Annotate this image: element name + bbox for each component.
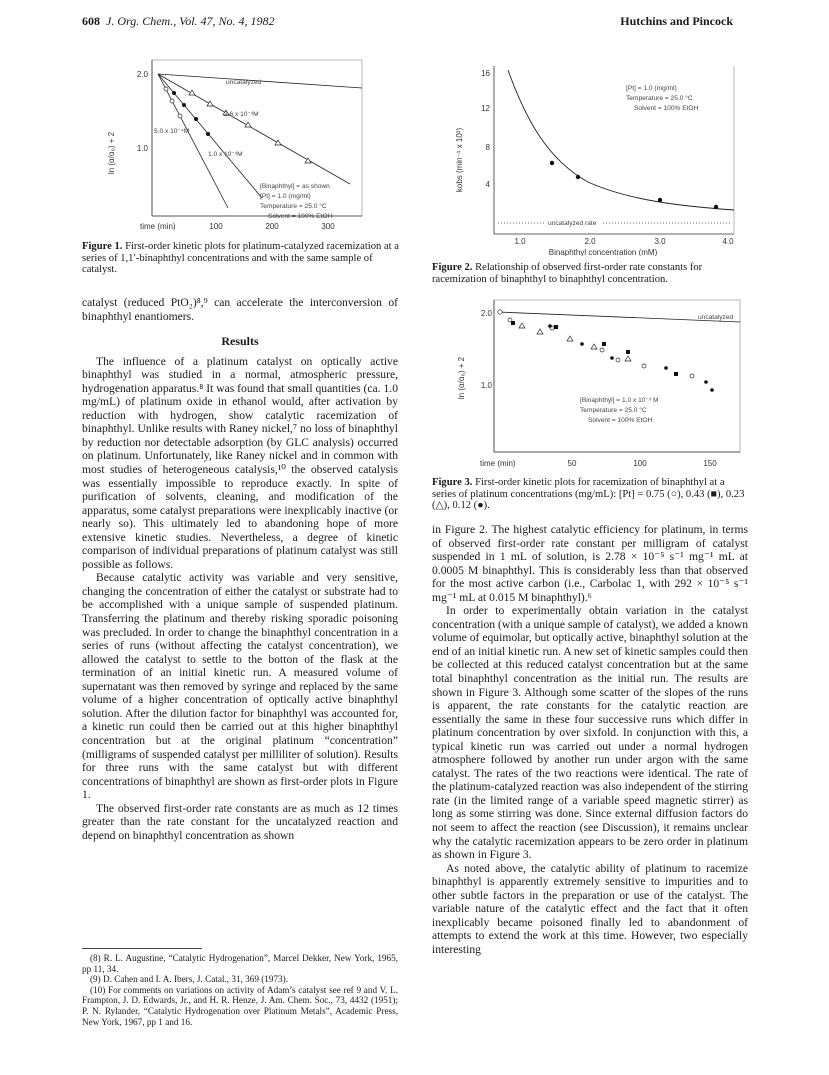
fig3-frame: [494, 300, 740, 452]
section-heading-results: Results: [221, 334, 259, 349]
fig1-label-c2: 5.0 x 10⁻⁴M: [154, 128, 190, 135]
fig1-ytick-1: 1.0: [136, 144, 148, 153]
footnote-8: (8) R. L. Augustine, “Catalytic Hydrogenation”, Marcel Dekker, New York, 1965, pp 11, 34.: [82, 953, 398, 974]
fig1-label-c1: 2.6 x 10⁻³M: [224, 111, 259, 118]
fig1-legend-3: Temperature = 25.0 °C: [260, 203, 327, 210]
fig2-uncat-label: uncatalyzed rate: [548, 220, 597, 227]
left-paragraph-2: Because catalytic activity was variable and very sensitive, changing the concentration of either the catalyst or substrate had to be accomplished with a unique sample of suspended platinum. Transferring the platinum and thereby risking sporadic poisoning was precluded. In order to change the binaphthyl concentration in a series of runs (without affecting the catalyst concentration), we allowed the catalyst to settle to the botton of the flask at the termination of an initial kinetic run. A measured volume of supernatant was then removed by syringe and replaced by the same volume of a higher concentration of optically active binaphthyl solution. After the dilution factor for binaphthyl was accounted for, a kinetic run could then be carried out at this higher binaphthyl concentration but at the original platinum “concentration” (milligrams of suspended catalyst per milliliter of solution). Results for three runs with the same catalyst but with different concentrations of binaphthyl are shown as first-order plots in Figure 1.: [82, 571, 398, 802]
running-header-authors: Hutchins and Pincock: [620, 14, 733, 28]
figure-1-plot: [100, 58, 380, 236]
fig1-legend-1: [Binaphthyl] = as shown: [260, 183, 330, 190]
fig2-xtick-3: 3.0: [654, 237, 666, 246]
fig3-caption-label: Figure 3.: [432, 477, 473, 488]
fig1-legend-2: [Pt] = 1.0 (mg/ml): [260, 193, 311, 200]
fig1-xlabel: time (min): [140, 222, 176, 231]
figure-2: [448, 60, 748, 256]
fig2-caption-text: Relationship of observed first-order rate constants for racemization of binaphthyl to binaphthyl concentration.: [432, 262, 703, 285]
fig3-xtick-100: 100: [633, 459, 647, 468]
left-paragraph-1: The influence of a platinum catalyst on optically active binaphthyl was studied in a normal, atmospheric pressure, hydrogenation apparatus.⁸ It was found that small quantities (ca. 1.0 mg/mL) of platinum oxide in ethanol would, after activation by reduction with hydrogen, show catalytic racemization of binaphthyl. Unlike results with Raney nickel,⁷ no loss of binaphthyl by reduction nor detectable adsorption (by GLC analysis) occurred on platinum. Unfortunately, like Raney nickel and in common with most studies of heterogeneous catalysis,¹⁰ the observed catalysis was essentially impossible to reproduce exactly. In spite of purification of solvents, cleaning, and modification of the apparatus, some catalyst preparations were inexplicably inactive (or nearly so). This ultimately led to abandoning hope of more extensive kinetic studies. Nevertheless, a degree of kinetic comparison of individual preparations of platinum catalyst was still possible as follows.: [82, 354, 398, 571]
fig2-points: [550, 161, 718, 209]
fig2-ytick-16: 16: [481, 69, 490, 78]
fig3-caption-text: First-order kinetic plots for racemization of binaphthyl at a series of platinum concentrations (mg/mL): [Pt] = 0.75 (○), 0.43 (■), 0.23 (△), 0.12 (●).: [432, 477, 745, 512]
right-paragraph-1: in Figure 2. The highest catalytic efficiency for platinum, in terms of observed first-order rate constant per milligram of catalyst suspended in 1 mL of solution, is 2.78 × 10⁻⁵ s⁻¹ mg⁻¹ mL at 0.0005 M binaphthyl. This is considerably less than that observed for the most active carbon (i.e., Carbolac 1, with 292 × 10⁻⁵ s⁻¹ mg⁻¹ mL at 0.015 M binaphthyl).⁶: [432, 523, 748, 604]
fig2-caption-label: Figure 2.: [432, 262, 473, 273]
fig2-xtick-2: 2.0: [584, 237, 596, 246]
figure-3: [452, 298, 748, 472]
left-paragraph-0: catalyst (reduced PtO₂)⁸,⁹ can accelerate the interconversion of binaphthyl enantiomers.: [82, 296, 398, 323]
fig1-ylabel: ln (α/α₀) + 2: [107, 131, 116, 175]
fig2-legend-3: Solvent = 100% EtOH: [634, 105, 699, 112]
fig3-xtick-150: 150: [703, 459, 717, 468]
figure-1: [100, 58, 380, 236]
right-paragraph-3: As noted above, the catalytic ability of platinum to racemize binaphthyl is apparently extremely sensitive to impurities and to other subtle factors in the preparation or use of the catalyst. The variable nature of the catalytic effect and the fact that it often inexplicably became poisoned finally led to abandonment of attempts to extend the work at this time. However, two especially interesting: [432, 861, 748, 956]
fig1-label-uncat: uncatalyzed: [226, 79, 262, 86]
fig3-legend-2: Temperature = 25.0 °C: [580, 407, 647, 414]
footnote-10: (10) For comments on variations on activity of Adam’s catalyst see ref 9 and V. L. Frampton, J. D. Edwards, Jr., and H. R. Henze, J. Am. Chem. Soc., 73, 4432 (1951); P. N. Rylander, “Catalytic Hydrogenation over Platinum Metals”, Academic Press, New York, 1967, pp 1 and 16.: [82, 984, 398, 1027]
fig1-legend-4: Solvent = 100% EtOH: [268, 213, 333, 220]
figure-2-caption: [432, 262, 748, 285]
fig3-start-point: [498, 310, 502, 314]
fig1-xtick-200: 200: [265, 222, 279, 231]
figure-1-caption: [82, 241, 400, 276]
fig2-ytick-12: 12: [481, 104, 490, 113]
right-paragraph-2: In order to experimentally obtain variation in the catalyst concentration (with a unique sample of catalyst), we added a known volume of equimolar, but optically active, binaphthyl solution at the end of an initial kinetic run. A new set of kinetic samples could then be collected at this reduced catalyst concentration but at the same total binaphthyl concentration as the initial run. The results are shown in Figure 3. Although some scatter of the slopes of the runs is apparent, the rate constants for the catalytic reaction are essentially the same in these four successive runs which differ in platinum concentration by over sixfold. In conjunction with this, a typical kinetic run was carried out under a normal hydrogen atmosphere followed by another run under argon with the same catalyst. The rates of the two reactions were identical. The rate of the platinum-catalyzed reaction was also independent of the stirring rate (in the limited range of a variable speed magnetic stirrer) as long as some stirring was done. Since external diffusion factors do not seem to affect the reaction (see Discussion), it remains unclear why the catalytic racemization appears to be zero order in platinum as shown in Figure 3.: [432, 604, 748, 862]
fig1-label-c3: 1.0 x 10⁻³M: [208, 151, 243, 158]
fig2-xlabel: Binaphthyl concentration (mM): [548, 248, 658, 256]
fig3-xlabel: time (min): [480, 459, 516, 468]
running-header-left: [82, 14, 275, 29]
right-column: [432, 523, 748, 957]
fig3-legend-1: [Binaphthyl] = 1.0 x 10⁻³ M: [580, 397, 659, 404]
left-column: [82, 296, 398, 842]
fig1-caption-label: Figure 1.: [82, 241, 123, 252]
fig3-ytick-1: 1.0: [480, 381, 492, 390]
fig1-ytick-2: 2.0: [136, 70, 148, 79]
journal-citation: J. Org. Chem., Vol. 47, No. 4, 1982: [106, 14, 275, 28]
page-number: 608: [82, 14, 100, 28]
footnote-rule: [82, 948, 202, 949]
fig2-legend-1: [Pt] = 1.0 (mg/ml): [626, 85, 677, 92]
fig2-legend-2: Temperature = 25.0 °C: [626, 95, 693, 102]
fig2-xtick-1: 1.0: [514, 237, 526, 246]
fig3-label-uncat: uncatalyzed: [698, 314, 734, 321]
fig3-points-012: [548, 324, 714, 392]
figure-3-caption: [432, 477, 748, 512]
fig2-ytick-8: 8: [485, 143, 490, 152]
fig3-legend-3: Solvent = 100% EtOH: [588, 417, 653, 424]
fig1-xtick-300: 300: [321, 222, 335, 231]
left-paragraph-3: The observed first-order rate constants are as much as 12 times greater than the rate constant for the uncatalyzed reaction and depend on binaphthyl concentration as shown: [82, 801, 398, 842]
fig3-points-023: [519, 323, 631, 361]
fig3-ytick-2: 2.0: [480, 309, 492, 318]
fig2-curve: [508, 70, 734, 210]
fig3-xtick-50: 50: [567, 459, 577, 468]
fig1-xtick-100: 100: [209, 222, 223, 231]
footnote-9: (9) D. Cahen and I. A. Ibers, J. Catal., 31, 369 (1973).: [90, 974, 289, 985]
footnotes: [82, 953, 398, 1027]
fig3-ylabel: ln (α/α₀) + 2: [457, 356, 466, 400]
fig2-ylabel: kobs (min⁻¹ x 10³): [455, 127, 464, 193]
fig2-xtick-4: 4.0: [722, 237, 734, 246]
fig2-ytick-4: 4: [485, 180, 490, 189]
figure-2-plot: [448, 60, 748, 256]
figure-3-plot: [452, 298, 748, 472]
fig1-caption-text: First-order kinetic plots for platinum-catalyzed racemization at a series of 1,1′-binaphthyl concentrations and with the same sample of catalyst.: [82, 241, 399, 276]
